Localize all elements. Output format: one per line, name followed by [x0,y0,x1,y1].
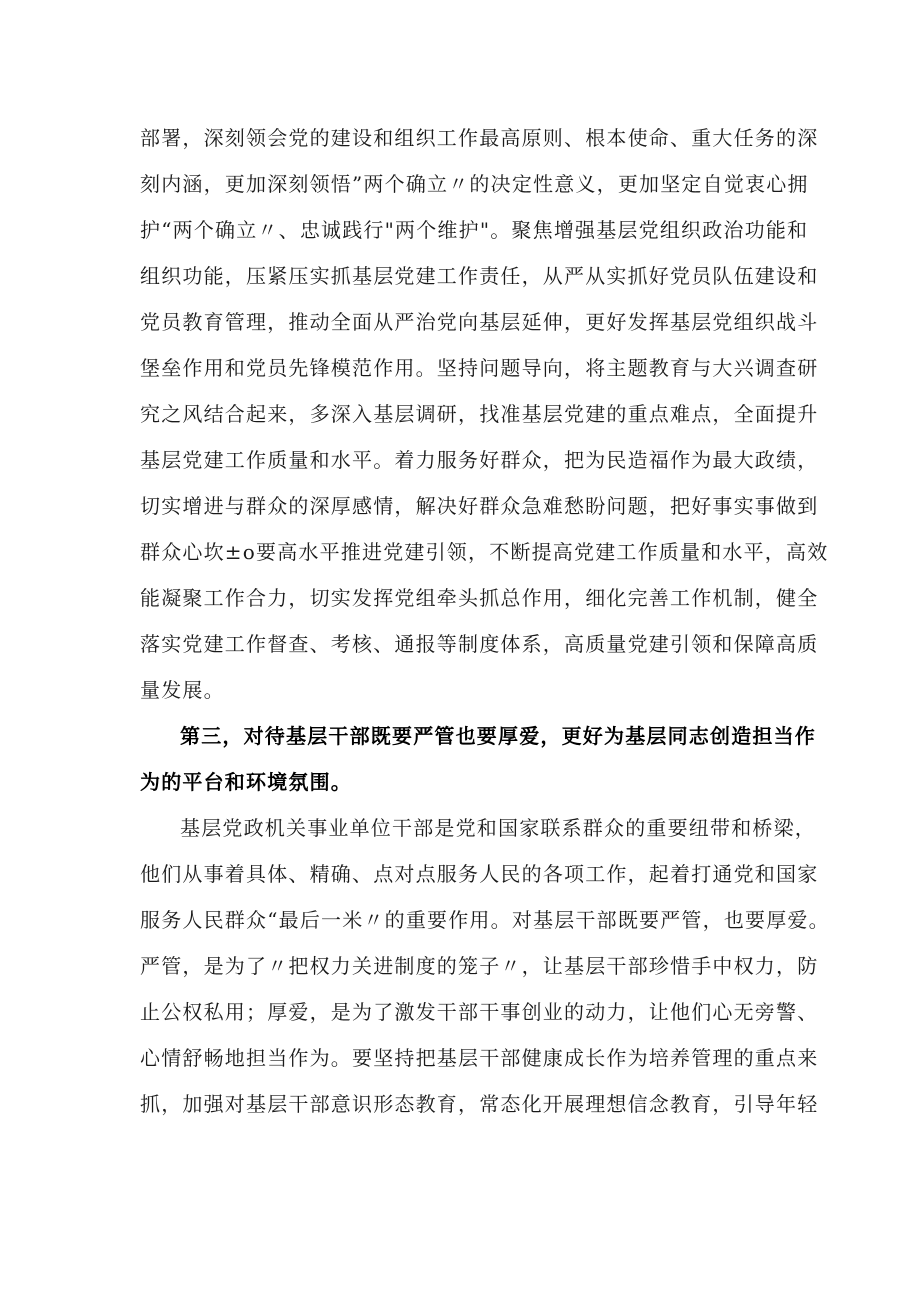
section-heading-line-2: 为的平台和环境氛围。 [140,770,352,794]
paragraph-2-line-3: 服务人民群众“最后一米〃的重要作用。对基层干部既要严管，也要厚爱。 [140,908,830,932]
paragraph-1-line-11: 能凝聚工作合力，切实发挥党组牵头抓总作用，细化完善工作机制，健全 [140,586,819,610]
paragraph-2-line-1: 基层党政机关事业单位干部是党和国家联系群众的重要纽带和桥梁， [180,816,816,840]
paragraph-1-line-6: 堡垒作用和党员先锋模范作用。坚持问题导向，将主题教育与大兴调查研 [140,356,819,380]
paragraph-2-line-7: 抓，加强对基层干部意识形态教育，常态化开展理想信念教育，引导年轻 [140,1092,819,1116]
paragraph-1-line-10: 群众心坎±o要高水平推进党建引领，不断提高党建工作质量和水平，高效 [140,540,829,564]
paragraph-1-line-7: 究之风结合起来，多深入基层调研，找准基层党建的重点难点，全面提升 [140,402,819,426]
paragraph-1-line-13: 量发展。 [140,678,225,702]
section-heading-line-1: 第三，对待基层干部既要严管也要厚爱，更好为基层同志创造担当作 [180,724,816,748]
paragraph-1-line-4: 组织功能，压紧压实抓基层党建工作责任，从严从实抓好党员队伍建设和 [140,264,819,288]
paragraph-1-line-1: 部署，深刻领会党的建设和组织工作最高原则、根本使命、重大任务的深 [140,126,819,150]
paragraph-2-line-4: 严管，是为了〃把权力关进制度的笼子〃，让基层干部珍惜手中权力，防 [140,954,819,978]
paragraph-1-line-9: 切实增进与群众的深厚感情，解决好群众急难愁盼问题，把好事实事做到 [140,494,819,518]
paragraph-1-line-2: 刻内涵，更加深刻领悟”两个确立〃的决定性意义，更加坚定自觉衷心拥 [140,172,809,196]
paragraph-1-line-8: 基层党建工作质量和水平。着力服务好群众，把为民造福作为最大政绩， [140,448,819,472]
paragraph-2-line-2: 他们从事着具体、精确、点对点服务人民的各项工作，起着打通党和国家 [140,862,819,886]
paragraph-1-line-3: 护“两个确立〃、忠诚践行"两个维护"。聚焦增强基层党组织政治功能和 [140,218,809,242]
paragraph-2-line-6: 心情舒畅地担当作为。要坚持把基层干部健康成长作为培养管理的重点来 [140,1046,819,1070]
paragraph-1-line-12: 落实党建工作督查、考核、通报等制度体系，高质量党建引领和保障高质 [140,632,819,656]
paragraph-2-line-5: 止公权私用；厚爱，是为了激发干部干事创业的动力，让他们心无旁警、 [140,1000,819,1024]
paragraph-1-line-5: 党员教育管理，推动全面从严治党向基层延伸，更好发挥基层党组织战斗 [140,310,819,334]
